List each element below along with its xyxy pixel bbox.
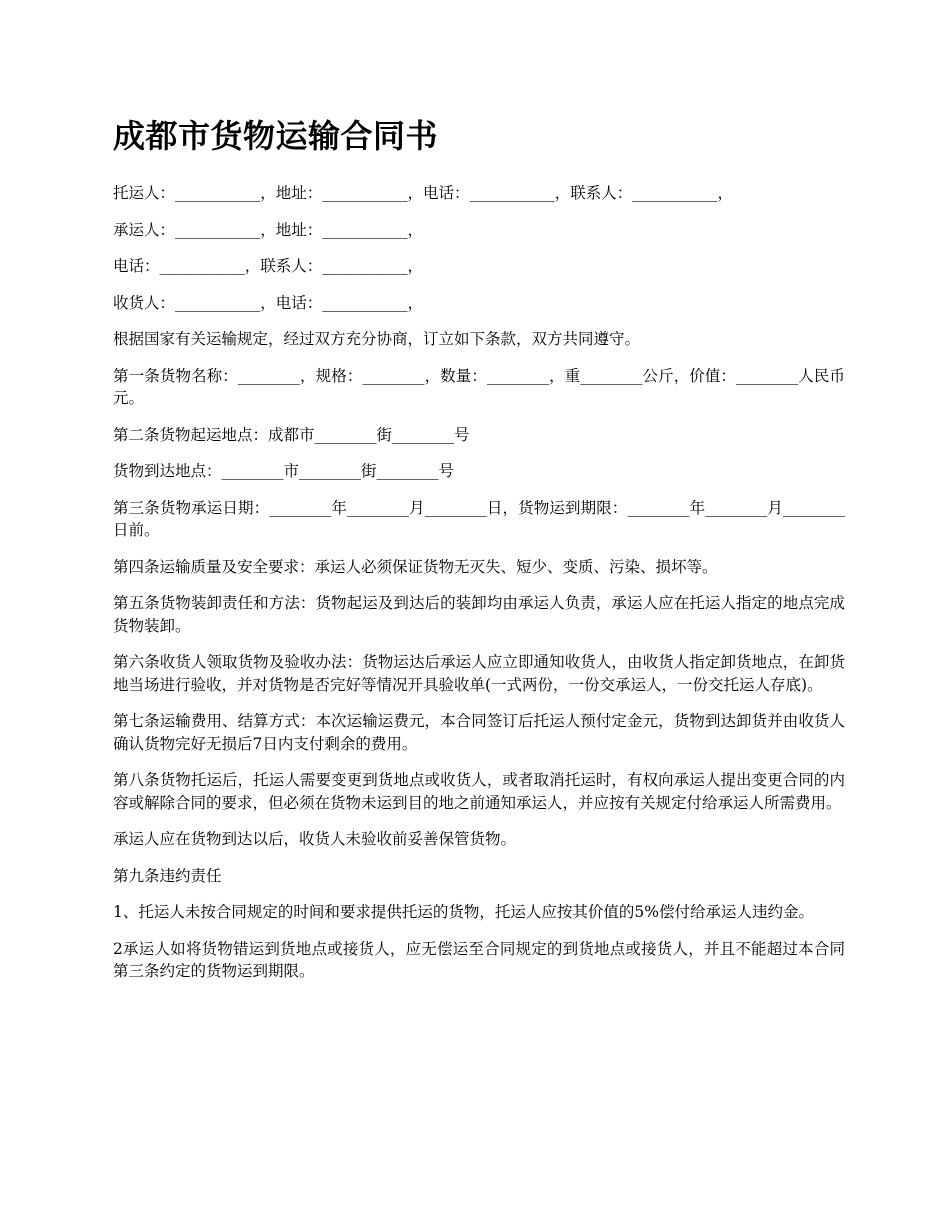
preamble-paragraph: 根据国家有关运输规定，经过双方充分协商，订立如下条款，双方共同遵守。 — [113, 330, 641, 348]
document-body — [113, 112, 845, 997]
consignee-line: 收货人：___________，电话：___________， — [113, 293, 424, 312]
liability-item-1: 1、托运人未按合同规定的时间和要求提供托运的货物，托运人应按其价值的5%偿付给承运人违约金。 — [113, 903, 814, 921]
article-1-goods: 第一条货物名称：________，规格：________，数量：________，重________公斤，价值：________人民币元。 — [113, 366, 845, 407]
carrier-contact-line: 电话：___________，联系人：___________， — [113, 257, 424, 275]
article-7-fees: 第七条运输费用、结算方式：本次运输运费元，本合同签订后托运人预付定金元，货物到达卸货并由收货人确认货物完好无损后7日内支付剩余的费用。 — [113, 712, 845, 753]
article-4-quality: 第四条运输质量及安全要求：承运人必须保证货物无灭失、短少、变质、污染、损坏等。 — [113, 557, 718, 576]
destination-line: 货物到达地点：________市________街________号 — [113, 462, 455, 480]
article-5-loading: 第五条货物装卸责任和方法：货物起运及到达后的装卸均由承运人负责，承运人应在托运人指定的地点完成货物装卸。 — [113, 594, 845, 635]
carrier-line: 承运人：___________，地址：___________， — [113, 220, 424, 239]
consignor-line: 托运人：___________，地址：___________，电话：___________，联系人：___________， — [113, 184, 734, 202]
article-9-heading: 第九条违约责任 — [113, 866, 222, 885]
custody-paragraph: 承运人应在货物到达以后，收货人未验收前妥善保管货物。 — [113, 830, 517, 848]
article-8-changes: 第八条货物托运后，托运人需要变更到货地点或收货人，或者取消托运时，有权向承运人提出变更合同的内容或解除合同的要求，但必须在货物未运到目的地之前通知承运人，并应按有关规定付给承运人所需费用。 — [113, 771, 845, 812]
liability-item-2: 2承运人如将货物错运到货地点或接货人，应无偿运至合同规定的到货地点或接货人，并且不能超过本合同第三条约定的货物运到期限。 — [113, 939, 845, 980]
article-2-origin: 第二条货物起运地点：成都市________街________号 — [113, 425, 470, 444]
article-6-acceptance: 第六条收货人领取货物及验收办法：货物运达后承运人应立即通知收货人，由收货人指定卸货地点，在卸货地当场进行验收，并对货物是否完好等情况开具验收单(一式两份，一份交承运人，一份交托运人存底)。 — [113, 653, 845, 694]
article-3-dates: 第三条货物承运日期：________年________月________日，货物运到期限：________年________月________日前。 — [113, 498, 845, 539]
document-title: 成都市货物运输合同书 — [113, 117, 439, 155]
